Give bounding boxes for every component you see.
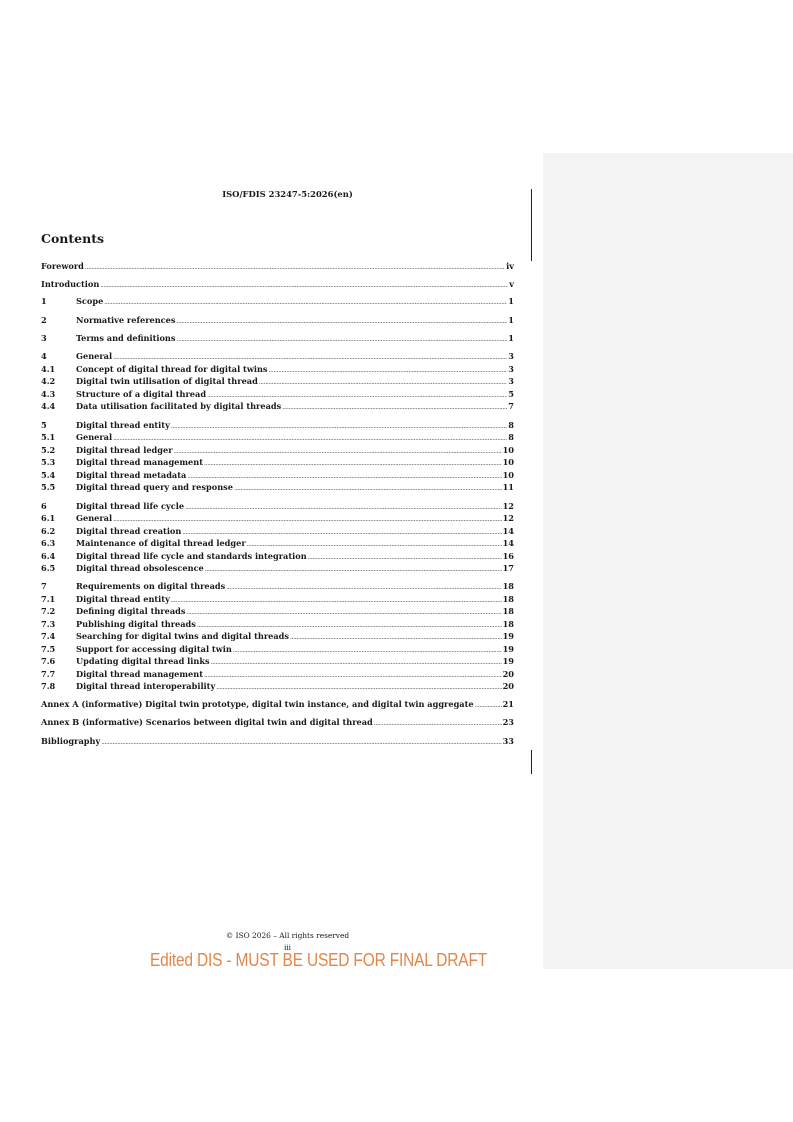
- toc-leader-dots: [100, 280, 508, 291]
- contents-heading: Contents: [41, 231, 105, 246]
- toc-entry-page: 3: [508, 364, 514, 374]
- comment-pane: [543, 153, 793, 969]
- toc-leader-dots: [205, 564, 502, 575]
- toc-entry-label: Digital thread ledger: [76, 445, 173, 455]
- toc-entry-number: 3: [41, 333, 47, 343]
- toc-entry-number: 4.3: [41, 389, 56, 399]
- toc-entry-label: Updating digital thread links: [76, 656, 210, 666]
- toc-entry-label: Requirements on digital threads: [76, 581, 226, 591]
- toc-entry-page: 10: [502, 470, 514, 480]
- toc-leader-dots: [374, 718, 502, 729]
- toc-leader-dots: [176, 316, 507, 327]
- toc-entry[interactable]: [41, 619, 514, 630]
- toc-entry-page: 1: [508, 315, 514, 325]
- toc-entry-page: 20: [502, 669, 514, 679]
- toc-entry-label: Searching for digital twins and digital threads: [76, 631, 289, 641]
- toc-entry-page: 21: [502, 699, 514, 709]
- toc-entry-number: 5.4: [41, 470, 56, 480]
- toc-entry-number: 6.3: [41, 538, 56, 548]
- toc-entry-page: 18: [502, 594, 514, 604]
- toc-leader-dots: [101, 737, 501, 748]
- toc-entry-label: Data utilisation facilitated by digital threads: [76, 401, 282, 411]
- toc-entry-number: 5.3: [41, 457, 56, 467]
- toc-entry-page: 19: [502, 631, 514, 641]
- toc-entry-label: Support for accessing digital twin: [76, 644, 232, 654]
- toc-entry[interactable]: [41, 470, 514, 481]
- toc-entry[interactable]: [41, 526, 514, 537]
- toc-entry[interactable]: [41, 482, 514, 493]
- toc-entry[interactable]: [41, 315, 514, 326]
- toc-entry[interactable]: [41, 401, 514, 412]
- toc-entry-page: 33: [502, 736, 514, 746]
- toc-leader-dots: [182, 527, 501, 538]
- toc-leader-dots: [211, 657, 502, 668]
- toc-entry[interactable]: [41, 563, 514, 574]
- toc-entry-label: Digital thread interoperability: [76, 681, 216, 691]
- toc-entry-page: 8: [508, 420, 514, 430]
- toc-entry[interactable]: [41, 669, 514, 680]
- toc-entry-number: 5.5: [41, 482, 56, 492]
- toc-leader-dots: [226, 582, 501, 593]
- toc-entry-number: 7.1: [41, 594, 56, 604]
- toc-leader-dots: [233, 645, 502, 656]
- toc-entry-label: Terms and definitions: [76, 333, 176, 343]
- toc-entry-page: 10: [502, 457, 514, 467]
- toc-leader-dots: [113, 514, 502, 525]
- toc-leader-dots: [259, 377, 507, 388]
- toc-entry-page: v: [509, 279, 514, 289]
- toc-entry-page: 10: [502, 445, 514, 455]
- toc-entry-page: 1: [508, 296, 514, 306]
- toc-entry-page: 17: [502, 563, 514, 573]
- toc-entry-number: 7.3: [41, 619, 56, 629]
- toc-leader-dots: [185, 502, 502, 513]
- toc-entry[interactable]: [41, 445, 514, 456]
- toc-entry[interactable]: [41, 432, 514, 443]
- toc-entry-number: 6.1: [41, 513, 56, 523]
- toc-entry[interactable]: [41, 261, 514, 272]
- copyright-notice: © ISO 2026 – All rights reserved: [225, 931, 350, 940]
- toc-entry-number: 4.1: [41, 364, 56, 374]
- toc-entry-label: General: [76, 513, 113, 523]
- toc-entry-page: 14: [502, 526, 514, 536]
- toc-leader-dots: [207, 390, 507, 401]
- toc-entry-label: Introduction: [41, 279, 100, 289]
- toc-entry-label: General: [76, 351, 113, 361]
- toc-entry-page: 23: [502, 717, 514, 727]
- toc-leader-dots: [204, 670, 502, 681]
- toc-entry-page: 12: [502, 513, 514, 523]
- toc-leader-dots: [290, 632, 502, 643]
- toc-entry-page: 3: [508, 376, 514, 386]
- toc-leader-dots: [113, 433, 507, 444]
- toc-entry-number: 2: [41, 315, 47, 325]
- toc-entry[interactable]: [41, 364, 514, 375]
- toc-entry[interactable]: [41, 376, 514, 387]
- toc-entry-label: Digital twin utilisation of digital thread: [76, 376, 258, 386]
- toc-entry-number: 6: [41, 501, 47, 511]
- toc-entry[interactable]: [41, 644, 514, 655]
- toc-entry-page: iv: [506, 261, 514, 271]
- toc-leader-dots: [216, 682, 501, 693]
- toc-entry-number: 5.2: [41, 445, 56, 455]
- toc-entry-number: 7.8: [41, 681, 56, 691]
- toc-entry-page: 11: [502, 482, 514, 492]
- toc-leader-dots: [177, 334, 508, 345]
- toc-entry-label: Maintenance of digital thread ledger: [76, 538, 246, 548]
- toc-leader-dots: [475, 700, 502, 711]
- toc-entry-page: 18: [502, 606, 514, 616]
- toc-entry[interactable]: [41, 513, 514, 524]
- toc-entry-label: Scope: [76, 296, 104, 306]
- toc-entry-label: Digital thread life cycle and standards integration: [76, 551, 307, 561]
- toc-leader-dots: [186, 607, 501, 618]
- toc-entry-page: 12: [502, 501, 514, 511]
- toc-entry-page: 16: [502, 551, 514, 561]
- toc-entry-page: 8: [508, 432, 514, 442]
- toc-entry[interactable]: [41, 457, 514, 468]
- toc-entry[interactable]: [41, 581, 514, 592]
- toc-entry-number: 6.2: [41, 526, 56, 536]
- toc-entry[interactable]: [41, 296, 514, 307]
- change-bar-bottom: [531, 750, 532, 774]
- toc-entry-page: 19: [502, 656, 514, 666]
- page-number: iii: [283, 943, 292, 952]
- toc-entry-page: 14: [502, 538, 514, 548]
- toc-entry-label: Normative references: [76, 315, 176, 325]
- toc-entry-label: Annex B (informative) Scenarios between digital twin and digital thread: [41, 717, 373, 727]
- toc-leader-dots: [204, 458, 502, 469]
- toc-entry-label: Annex A (informative) Digital twin prototype, digital twin instance, and digital twin aggregate: [41, 699, 474, 709]
- toc-entry[interactable]: [41, 699, 514, 710]
- toc-entry[interactable]: [41, 606, 514, 617]
- toc-leader-dots: [171, 595, 502, 606]
- toc-entry-number: 5: [41, 420, 47, 430]
- toc-entry-label: Foreword: [41, 261, 84, 271]
- toc-leader-dots: [104, 297, 507, 308]
- toc-entry-label: Digital thread management: [76, 457, 203, 467]
- toc-entry-label: Digital thread metadata: [76, 470, 187, 480]
- toc-entry-number: 6.5: [41, 563, 56, 573]
- toc-entry-label: Concept of digital thread for digital twins: [76, 364, 268, 374]
- toc-leader-dots: [247, 539, 502, 550]
- toc-entry-page: 18: [502, 619, 514, 629]
- toc-entry[interactable]: [41, 736, 514, 747]
- toc-entry-number: 7.6: [41, 656, 56, 666]
- toc-entry[interactable]: [41, 681, 514, 692]
- toc-entry[interactable]: [41, 594, 514, 605]
- toc-entry-label: Digital thread creation: [76, 526, 182, 536]
- toc-leader-dots: [308, 552, 502, 563]
- toc-entry-label: Digital thread obsolescence: [76, 563, 204, 573]
- toc-entry[interactable]: [41, 551, 514, 562]
- toc-entry-number: 4.2: [41, 376, 56, 386]
- toc-entry-page: 18: [502, 581, 514, 591]
- toc-entry[interactable]: [41, 656, 514, 667]
- toc-entry-label: Digital thread management: [76, 669, 203, 679]
- toc-entry-number: 7.4: [41, 631, 56, 641]
- toc-entry[interactable]: [41, 279, 514, 290]
- toc-leader-dots: [282, 402, 507, 413]
- toc-leader-dots: [197, 620, 502, 631]
- toc-entry[interactable]: [41, 717, 514, 728]
- toc-leader-dots: [113, 352, 507, 363]
- toc-entry[interactable]: [41, 631, 514, 642]
- toc-leader-dots: [234, 483, 502, 494]
- toc-entry-number: 5.1: [41, 432, 56, 442]
- toc-entry-number: 1: [41, 296, 47, 306]
- toc-entry-page: 1: [508, 333, 514, 343]
- toc-entry-number: 6.4: [41, 551, 56, 561]
- toc-entry[interactable]: [41, 538, 514, 549]
- toc-entry[interactable]: [41, 333, 514, 344]
- toc-entry-label: Defining digital threads: [76, 606, 186, 616]
- toc-entry-page: 3: [508, 351, 514, 361]
- toc-entry-label: Structure of a digital thread: [76, 389, 207, 399]
- toc-entry-page: 20: [502, 681, 514, 691]
- toc-entry-label: Digital thread query and response: [76, 482, 233, 492]
- toc-entry-number: 7.2: [41, 606, 56, 616]
- toc-leader-dots: [187, 471, 501, 482]
- toc-entry-label: Digital thread entity: [76, 594, 170, 604]
- toc-entry-label: General: [76, 432, 113, 442]
- toc-entry[interactable]: [41, 351, 514, 362]
- toc-entry-label: Publishing digital threads: [76, 619, 196, 629]
- toc-leader-dots: [171, 421, 507, 432]
- toc-entry-page: 19: [502, 644, 514, 654]
- toc-entry-number: 4.4: [41, 401, 56, 411]
- toc-entry-number: 7: [41, 581, 47, 591]
- toc-leader-dots: [85, 262, 505, 273]
- change-bar-top: [531, 189, 532, 261]
- toc-leader-dots: [269, 365, 508, 376]
- toc-entry[interactable]: [41, 389, 514, 400]
- toc-entry-page: 7: [508, 401, 514, 411]
- toc-entry[interactable]: [41, 420, 514, 431]
- draft-watermark: Edited DIS - MUST BE USED FOR FINAL DRAFT: [150, 950, 488, 970]
- toc-entry-label: Digital thread entity: [76, 420, 170, 430]
- toc-entry-number: 7.7: [41, 669, 56, 679]
- document-id-header: ISO/FDIS 23247-5:2026(en): [222, 189, 353, 199]
- toc-entry[interactable]: [41, 501, 514, 512]
- toc-entry-label: Bibliography: [41, 736, 101, 746]
- toc-leader-dots: [174, 446, 502, 457]
- toc-entry-number: 7.5: [41, 644, 56, 654]
- toc-entry-number: 4: [41, 351, 47, 361]
- toc-entry-page: 5: [508, 389, 514, 399]
- toc-entry-label: Digital thread life cycle: [76, 501, 185, 511]
